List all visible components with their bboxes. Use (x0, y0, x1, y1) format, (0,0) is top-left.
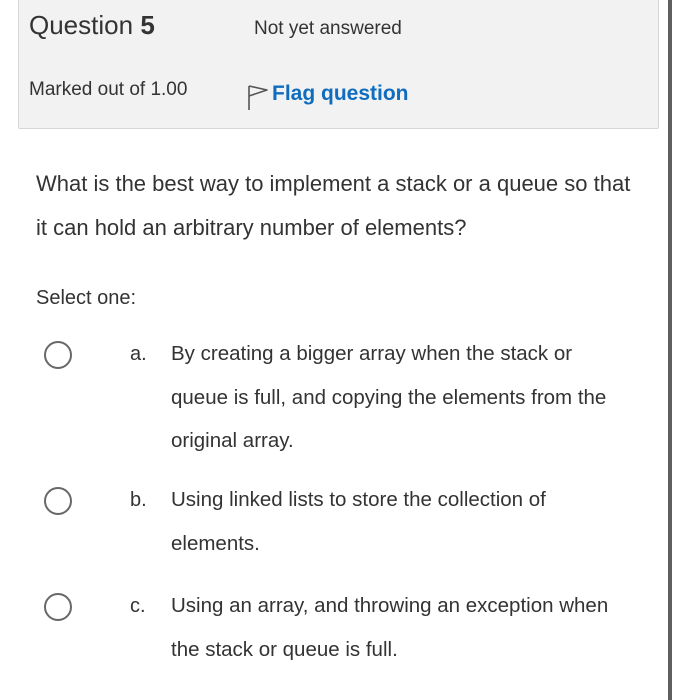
option-b-radio[interactable] (44, 487, 72, 515)
option-c-text[interactable]: Using an array, and throwing an exception when the stack or queue is full. (171, 594, 609, 661)
option-c-radio[interactable] (44, 593, 72, 621)
question-state: Not yet answered (254, 18, 402, 39)
option-b-letter: b. (130, 489, 147, 511)
question-title (29, 10, 155, 41)
option-a-text[interactable]: By creating a bigger array when the stack or queue is full, and copying the elements from the original array. (171, 342, 607, 452)
page-right-border (668, 0, 672, 700)
flag-question-link[interactable] (247, 76, 409, 112)
question-text: What is the best way to implement a stack or a queue so that it can hold an arbitrary number of elements? (36, 171, 631, 240)
question-grade: Marked out of 1.00 (29, 79, 188, 100)
flag-question-label[interactable]: Flag question (272, 82, 409, 105)
question-label: Question (29, 10, 134, 40)
select-one-prompt: Select one: (36, 287, 137, 309)
option-b-text[interactable]: Using linked lists to store the collection of elements. (171, 488, 546, 555)
option-c-letter: c. (130, 595, 146, 617)
option-a-radio[interactable] (44, 341, 72, 369)
option-a-letter: a. (130, 343, 147, 365)
question-number: 5 (140, 10, 155, 40)
flag-outline-icon (247, 84, 269, 112)
question-info-panel (18, 0, 659, 129)
